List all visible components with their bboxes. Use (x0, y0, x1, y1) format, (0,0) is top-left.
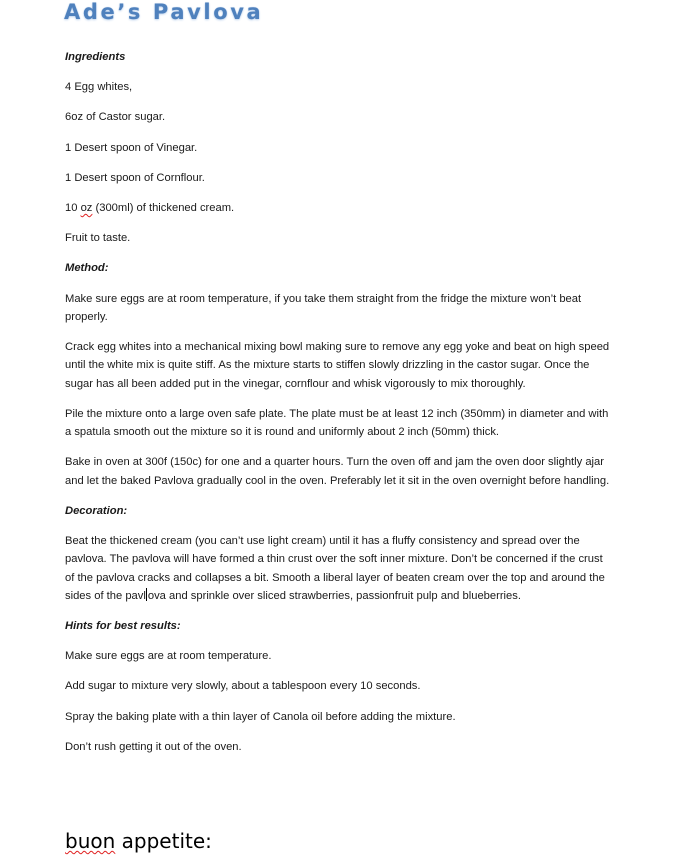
ingredient-item (65, 199, 610, 217)
method-heading: Method: (65, 262, 109, 275)
method-paragraph: Make sure eggs are at room temperature, if you take them straight from the fridge the mixture won’t beat properly. (65, 292, 582, 323)
spellcheck-flagged-word[interactable]: buon (65, 829, 116, 853)
text-fragment: 10 (65, 201, 81, 214)
ingredient-item: 1 Desert spoon of Cornflour. (65, 171, 205, 184)
text-fragment: (300ml) of thickened cream. (92, 201, 235, 214)
document-title: Ade’s Pavlova (64, 0, 264, 24)
hint-item: Don’t rush getting it out of the oven. (65, 740, 242, 753)
ingredient-item: 1 Desert spoon of Vinegar. (65, 141, 198, 154)
method-paragraph: Pile the mixture onto a large oven safe plate. The plate must be at least 12 inch (350mm) in diameter and with a spatula smooth out the mixture so it is round and uniformly about 2 inch (50mm) thick. (65, 407, 609, 439)
method-paragraph: Crack egg whites into a mechanical mixing bowl making sure to remove any egg yoke and beat on high speed until the white mix is quite stiff. As the mixture starts to stiffen slowly drizzling in the castor sugar. Once the sugar has all been added put in the vinegar, cornflour and whisk vigorously to mix thoroughly. (65, 340, 610, 390)
decoration-heading: Decoration: (65, 504, 128, 517)
decoration-paragraph (65, 532, 610, 605)
text-fragment: Beat the thickened cream (you can’t use light cream) until it has a fluffy consistency and spread over the pavlova. The pavlova will have formed a thin crust over the soft inner mixture. Don’t be concerned if the crust of the pavlova cracks and collapses a bit. Smooth a liberal layer of beaten cream over the top and around the sides of the pavl (65, 534, 605, 602)
hint-item: Make sure eggs are at room temperature. (65, 650, 272, 663)
spellcheck-flagged-word[interactable]: oz (80, 201, 93, 214)
hint-item: Spray the baking plate with a thin layer of Canola oil before adding the mixture. (65, 710, 456, 723)
closing-line (65, 829, 212, 853)
method-paragraph: Bake in oven at 300f (150c) for one and a quarter hours. Turn the oven off and jam the oven door slightly ajar and let the baked Pavlova gradually cool in the oven. Preferably let it sit in the oven overnight before handling. (65, 456, 610, 487)
ingredients-heading: Ingredients (65, 51, 126, 63)
ingredient-item: 4 Egg whites, (65, 81, 133, 94)
text-fragment: appetite: (115, 829, 212, 853)
hint-item: Add sugar to mixture very slowly, about a tablespoon every 10 seconds. (65, 680, 421, 693)
hints-heading: Hints for best results: (65, 620, 181, 632)
ingredient-item: Fruit to taste. (65, 232, 131, 245)
ingredient-item: 6oz of Castor sugar. (65, 111, 166, 124)
text-fragment: ova and sprinkle over sliced strawberries, passionfruit pulp and blueberries. (147, 589, 521, 602)
document-body[interactable] (65, 48, 610, 768)
